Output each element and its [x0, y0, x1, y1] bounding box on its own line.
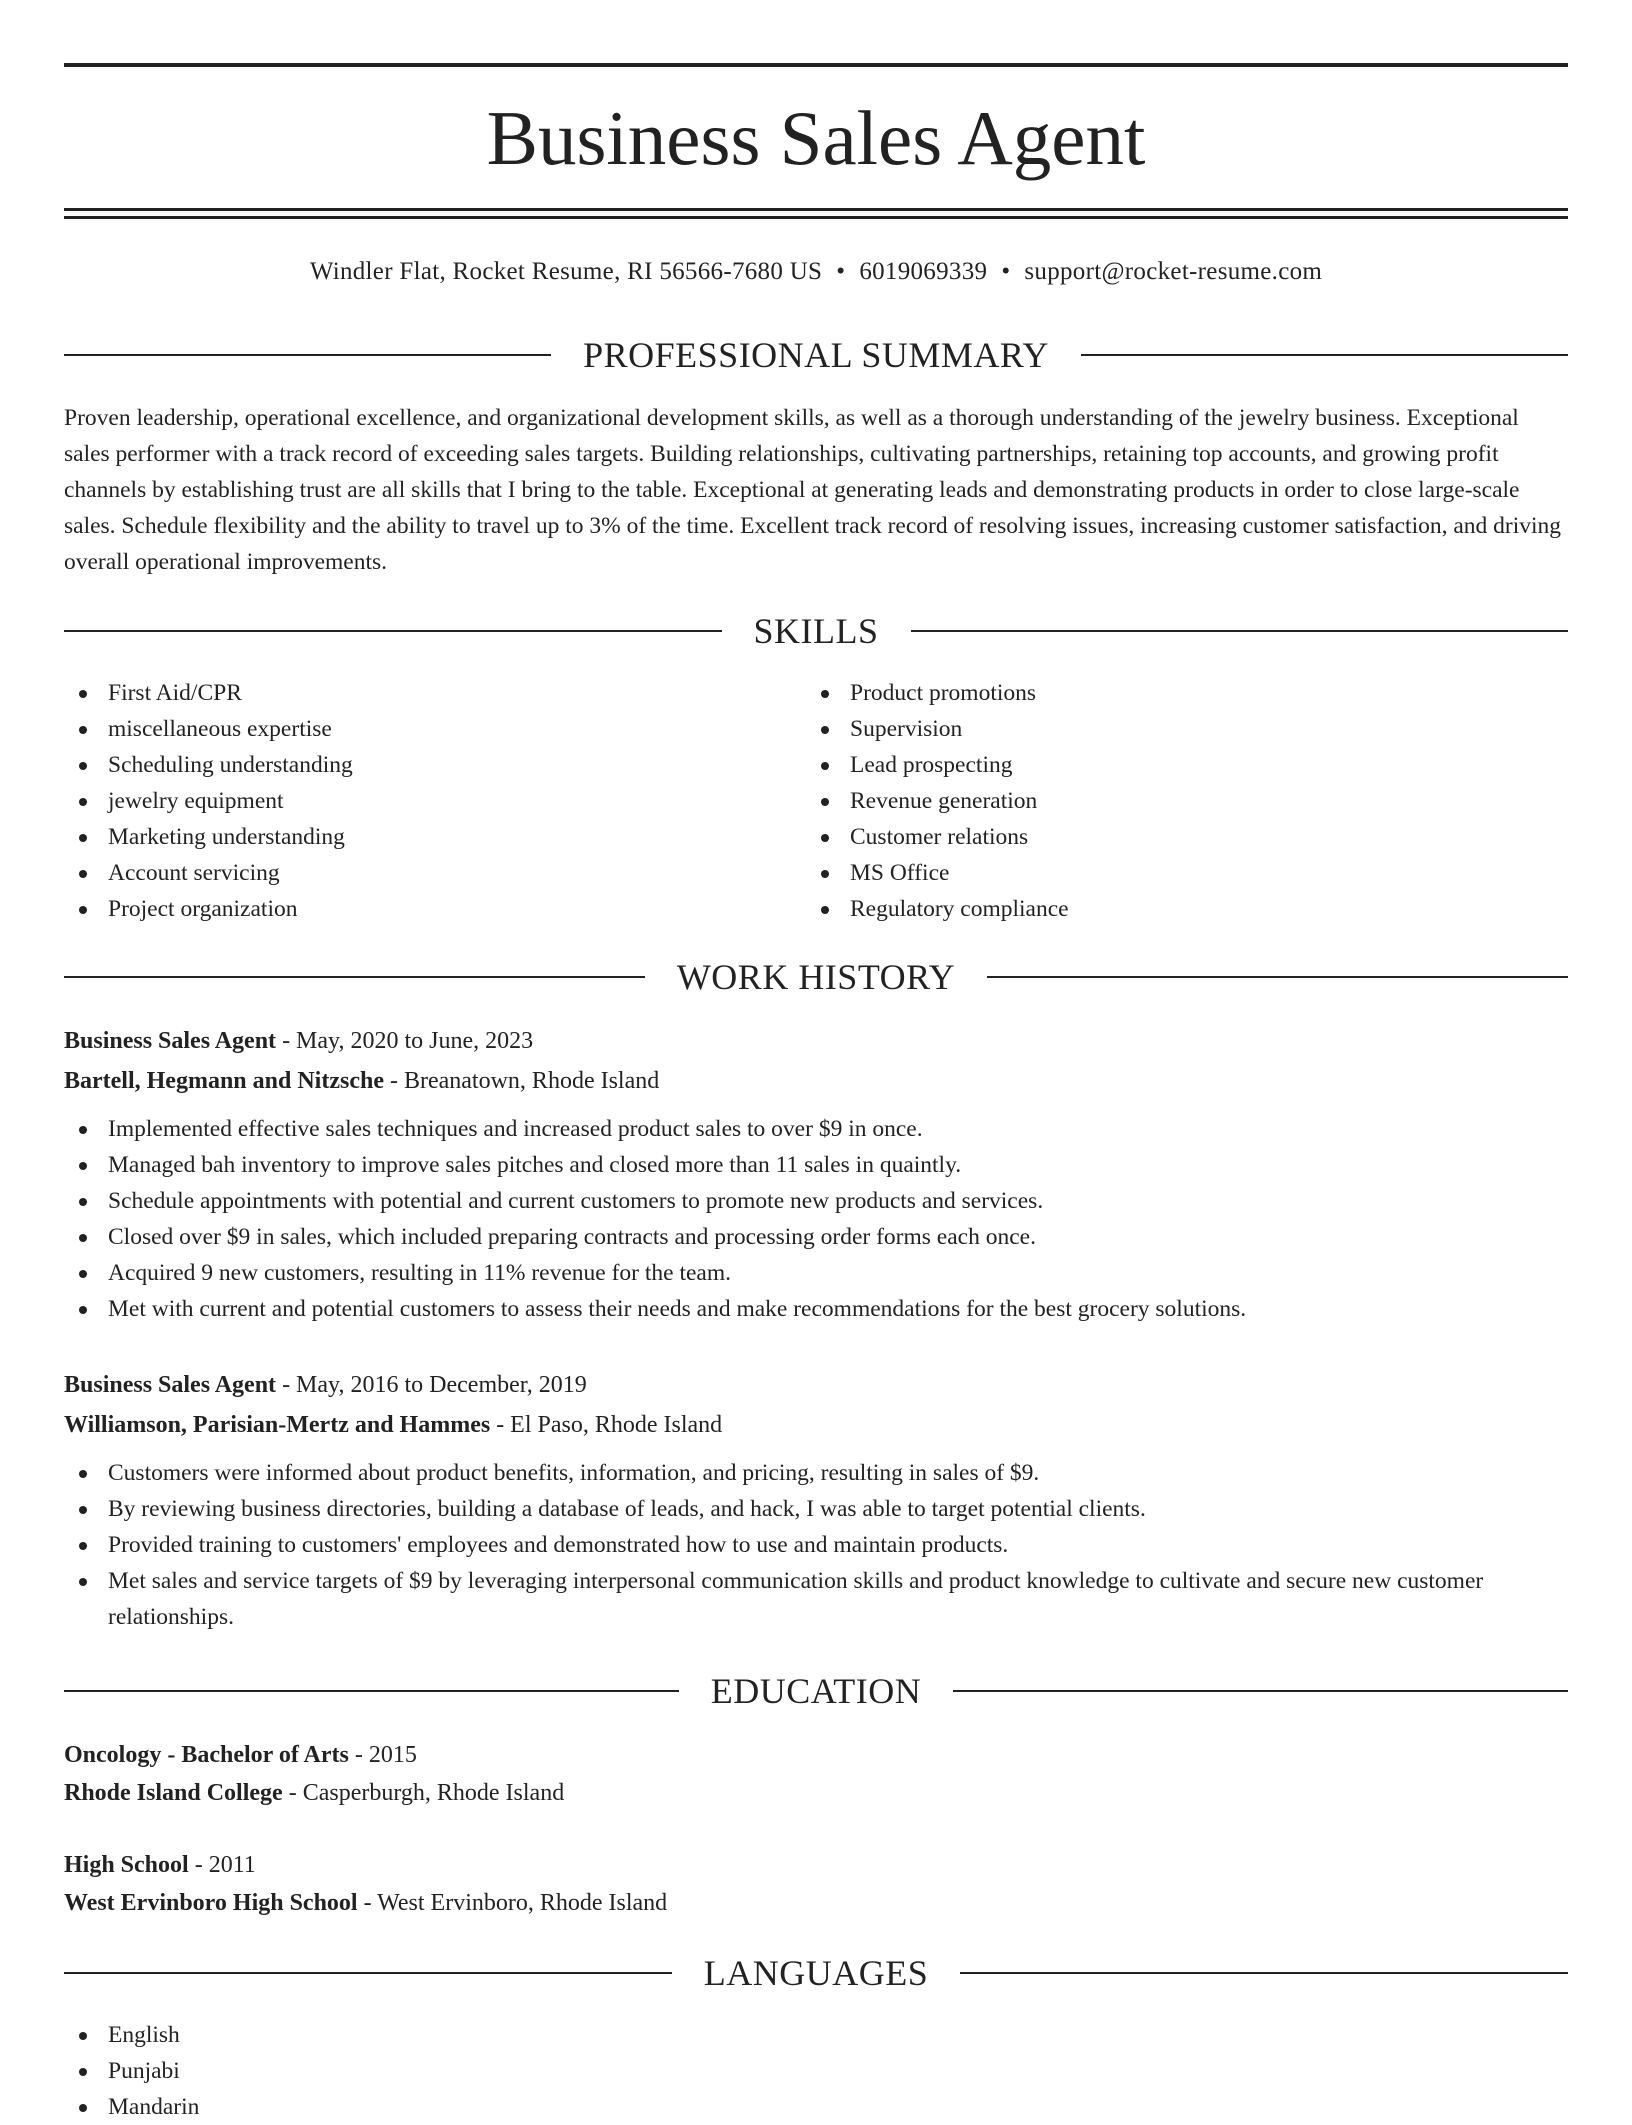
job-bullet: Met with current and potential customers to assess their needs and make recommendations for the best grocery solutions.: [64, 1291, 1568, 1327]
skills-list-right: [806, 675, 1506, 927]
job-bullets: [64, 1111, 1568, 1327]
section-heading-skills: [64, 609, 1568, 653]
job-bullet: Met sales and service targets of $9 by leveraging interpersonal communication skills and product knowledge to cultivate and secure new customer relationships.: [64, 1563, 1568, 1635]
job-dates: - May, 2020 to June, 2023: [276, 1028, 534, 1054]
job-bullet: Closed over $9 in sales, which included preparing contracts and processing order forms each once.: [64, 1219, 1568, 1255]
skill-item: miscellaneous expertise: [64, 711, 764, 747]
skill-item: Lead prospecting: [806, 747, 1506, 783]
heading-rule-left: [64, 630, 722, 632]
education-school: West Ervinboro High School: [64, 1890, 358, 1916]
heading-rule-left: [64, 1972, 672, 1974]
skill-item: MS Office: [806, 855, 1506, 891]
header-double-rule-upper: [64, 208, 1568, 211]
job-bullet: Acquired 9 new customers, resulting in 11% revenue for the team.: [64, 1255, 1568, 1291]
section-title: EDUCATION: [710, 1671, 922, 1711]
skill-item: jewelry equipment: [64, 783, 764, 819]
section-heading-work-history: [64, 955, 1568, 999]
section-title: LANGUAGES: [703, 1953, 929, 1993]
section-title: WORK HISTORY: [676, 957, 956, 997]
job-title-line: [64, 1365, 1568, 1405]
languages-list: [64, 2017, 764, 2125]
skill-item: First Aid/CPR: [64, 675, 764, 711]
job-bullet: Customers were informed about product benefits, information, and pricing, resulting in sales of $9.: [64, 1455, 1568, 1491]
job-title: Business Sales Agent: [64, 1372, 277, 1398]
skill-item: Customer relations: [806, 819, 1506, 855]
job-company: Williamson, Parisian-Mertz and Hammes: [64, 1412, 491, 1438]
job-title: Business Sales Agent: [64, 1028, 277, 1054]
section-title: SKILLS: [753, 611, 879, 651]
summary-paragraph: Proven leadership, operational excellence, and organizational development skills, as well as a thorough understanding of the jewelry business. Exceptional sales performer with a track record of exceeding sales targets. Building relationships, cultivating partnerships, retaining top accounts, and growing profit channels by establishing trust are all skills that I bring to the table. Exceptional at generating leads and demonstrating products in order to close large-scale sales. Schedule flexibility and the ability to travel up to 3% of the time. Excellent track record of resolving issues, increasing customer satisfaction, and driving overall operational improvements.: [64, 405, 1562, 575]
section-heading-languages: [64, 1951, 1568, 1995]
contact-email: support@rocket-resume.com: [1024, 258, 1323, 285]
job-bullet: Provided training to customers' employees and demonstrated how to use and maintain products.: [64, 1527, 1568, 1563]
section-heading-education: [64, 1669, 1568, 1713]
education-entry: [64, 1846, 1568, 1922]
job-title-line: [64, 1021, 1568, 1061]
job-company: Bartell, Hegmann and Nitzsche: [64, 1068, 384, 1094]
section-heading-summary: [64, 333, 1568, 377]
contact-line: [64, 252, 1568, 292]
language-item: Punjabi: [64, 2053, 764, 2089]
job-entry: [64, 1021, 1568, 1327]
job-dates: - May, 2016 to December, 2019: [276, 1372, 587, 1398]
language-item: Mandarin: [64, 2089, 764, 2125]
heading-rule-right: [960, 1972, 1568, 1974]
heading-rule-right: [1081, 354, 1568, 356]
education-school-line: [64, 1884, 1568, 1922]
education-school: Rhode Island College: [64, 1780, 283, 1806]
resume-name: Business Sales Agent: [486, 95, 1146, 181]
language-item: English: [64, 2017, 764, 2053]
job-bullet: By reviewing business directories, building a database of leads, and hack, I was able to target potential clients.: [64, 1491, 1568, 1527]
header-double-rule-lower: [64, 216, 1568, 219]
heading-rule-right: [953, 1690, 1568, 1692]
contact-phone: 6019069339: [859, 258, 988, 285]
education-location: - Casperburgh, Rhode Island: [282, 1780, 565, 1806]
education-entry: [64, 1736, 1568, 1812]
skill-item: Project organization: [64, 891, 764, 927]
job-company-line: [64, 1061, 1568, 1101]
languages-block: [64, 2017, 764, 2125]
skill-item: Scheduling understanding: [64, 747, 764, 783]
contact-separator: •: [836, 258, 846, 285]
heading-rule-right: [911, 630, 1569, 632]
skill-item: Regulatory compliance: [806, 891, 1506, 927]
job-entry: [64, 1365, 1568, 1635]
skill-item: Supervision: [806, 711, 1506, 747]
education-degree-line: [64, 1846, 1568, 1884]
heading-rule-left: [64, 354, 551, 356]
heading-rule-left: [64, 1690, 679, 1692]
job-location: - El Paso, Rhode Island: [490, 1412, 723, 1438]
education-degree: Oncology - Bachelor of Arts: [64, 1742, 349, 1768]
education-location: - West Ervinboro, Rhode Island: [357, 1890, 668, 1916]
skill-item: Account servicing: [64, 855, 764, 891]
header-top-rule: [64, 63, 1568, 67]
skills-list-left: [64, 675, 764, 927]
job-bullet: Implemented effective sales techniques and increased product sales to over $9 in once.: [64, 1111, 1568, 1147]
contact-address: Windler Flat, Rocket Resume, RI 56566-7680 US: [309, 258, 823, 285]
skill-item: Product promotions: [806, 675, 1506, 711]
skills-column-right: [806, 675, 1506, 927]
contact-separator: •: [1001, 258, 1011, 285]
job-bullets: [64, 1455, 1568, 1635]
skills-column-left: [64, 675, 764, 927]
education-year: - 2015: [348, 1742, 417, 1768]
job-bullet: Managed bah inventory to improve sales pitches and closed more than 11 sales in quaintly.: [64, 1147, 1568, 1183]
education-degree-line: [64, 1736, 1568, 1774]
job-location: - Breanatown, Rhode Island: [383, 1068, 660, 1094]
heading-rule-left: [64, 976, 645, 978]
heading-rule-right: [987, 976, 1568, 978]
education-degree: High School: [64, 1852, 189, 1878]
skill-item: Revenue generation: [806, 783, 1506, 819]
section-title: PROFESSIONAL SUMMARY: [583, 335, 1049, 375]
job-bullet: Schedule appointments with potential and current customers to promote new products and services.: [64, 1183, 1568, 1219]
skill-item: Marketing understanding: [64, 819, 764, 855]
education-year: - 2011: [188, 1852, 256, 1878]
job-company-line: [64, 1405, 1568, 1445]
education-school-line: [64, 1774, 1568, 1812]
